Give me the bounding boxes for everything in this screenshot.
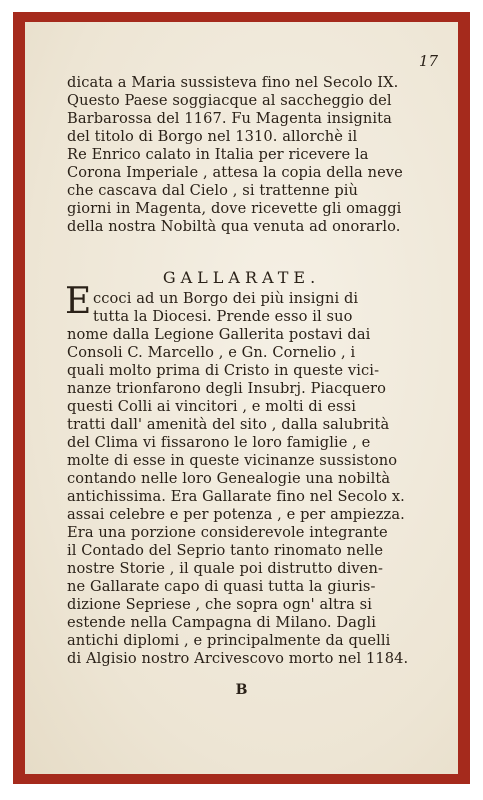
paragraph2-line: del Clima vi fissarono le loro famiglie , e	[67, 434, 371, 451]
paragraph2-line: assai celebre e per potenza , e per ampiezza.	[67, 506, 405, 523]
drop-cap: E	[65, 281, 92, 322]
paragraph2-line: contando nelle loro Genealogie una nobiltà	[67, 470, 391, 487]
paragraph2-line: il Contado del Seprio tanto rinomato nelle	[67, 542, 384, 559]
paragraph1-line: dicata a Maria sussisteva fino nel Secolo IX.	[67, 74, 399, 91]
paragraph1-line: della nostra Nobiltà qua venuta ad onorarlo.	[67, 218, 401, 235]
paragraph2-line: ccoci ad un Borgo dei più insigni di	[93, 290, 359, 307]
section-heading: GALLARATE.	[162, 268, 321, 287]
paragraph2-line: quali molto prima di Cristo in queste vici-	[67, 362, 380, 379]
paragraph1-line: che cascava dal Cielo , si trattenne più	[67, 182, 359, 199]
paragraph2-line: nostre Storie , il quale poi distrutto diven-	[67, 560, 384, 577]
paragraph2-line: estende nella Campagna di Milano. Dagli	[67, 614, 376, 631]
signature-mark: B	[235, 682, 248, 698]
paragraph1-line: giorni in Magenta, dove ricevette gli omaggi	[67, 200, 402, 217]
page-number: 17	[418, 52, 438, 70]
book-page	[25, 22, 458, 774]
paragraph2-line: antichissima. Era Gallarate fino nel Secolo x.	[67, 488, 405, 505]
paragraph2-line: di Algisio nostro Arcivescovo morto nel 1184.	[67, 650, 409, 667]
paragraph2-line: Era una porzione considerevole integrante	[67, 524, 388, 541]
paragraph2-line: dizione Sepriese , che sopra ogn' altra si	[67, 596, 372, 613]
paragraph1-line: Re Enrico calato in Italia per ricevere la	[67, 146, 369, 163]
paragraph2-line: nome dalla Legione Gallerita postavi dai	[67, 326, 371, 343]
paragraph2-line: antichi diplomi , e principalmente da quelli	[67, 632, 391, 649]
paragraph2-line: ne Gallarate capo di quasi tutta la giuris-	[67, 578, 376, 595]
paragraph1-line: del titolo di Borgo nel 1310. allorchè il	[67, 128, 358, 145]
paragraph1-line: Corona Imperiale , attesa la copia della neve	[67, 164, 403, 181]
paragraph1-line: Barbarossa del 1167. Fu Magenta insignita	[67, 110, 392, 127]
paragraph2-line: tutta la Diocesi. Prende esso il suo	[93, 308, 353, 325]
paragraph2-line: tratti dall' amenità del sito , dalla salubrità	[67, 416, 390, 433]
paragraph2-line: nanze trionfarono degli Insubrj. Piacquero	[67, 380, 387, 397]
paragraph1-line: Questo Paese soggiacque al saccheggio del	[67, 92, 392, 109]
paragraph2-line: questi Colli ai vincitori , e molti di essi	[67, 398, 356, 415]
paragraph2-line: molte di esse in queste vicinanze sussistono	[67, 452, 398, 469]
paragraph2-line: Consoli C. Marcello , e Gn. Cornelio , i	[67, 344, 356, 361]
